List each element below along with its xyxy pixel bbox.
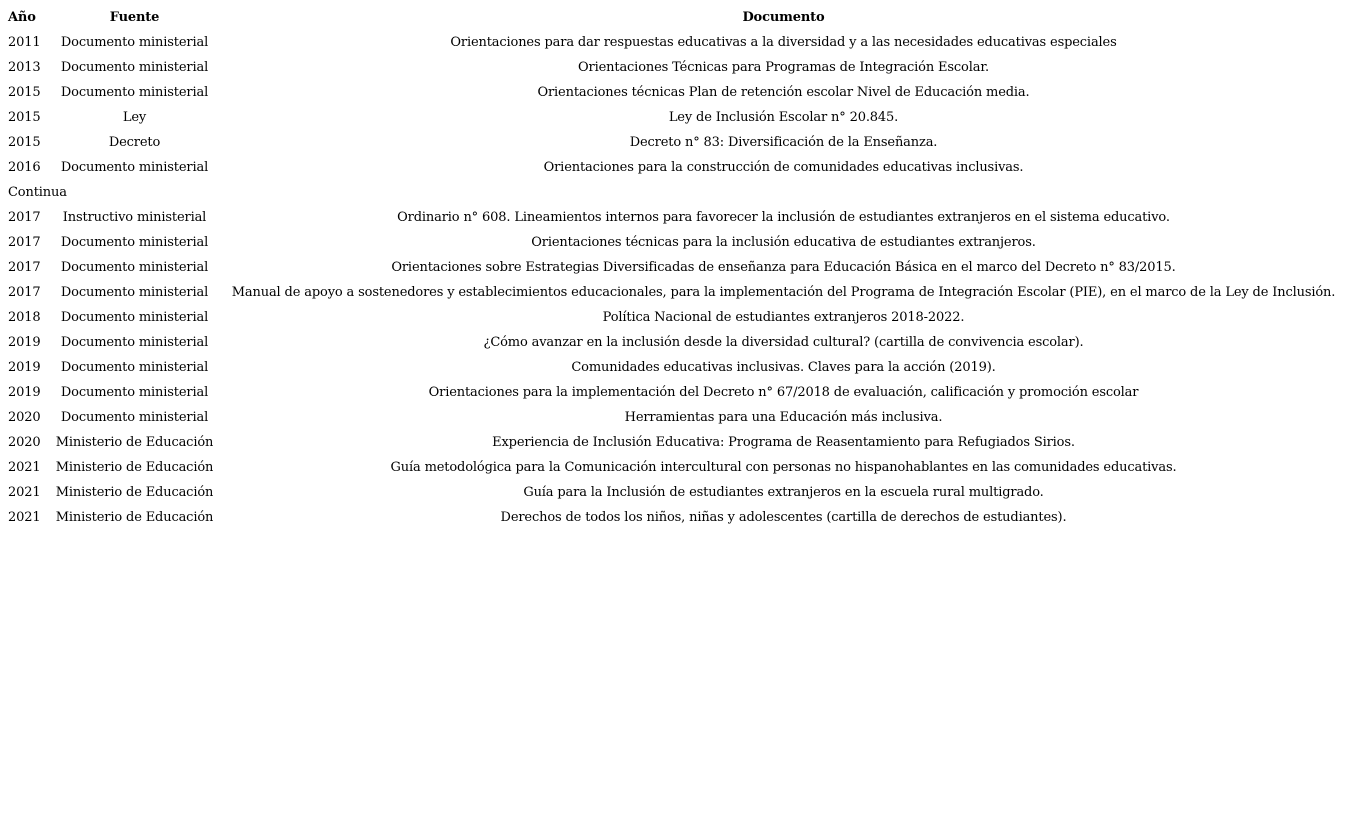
cell-year: 2019 [8, 360, 41, 375]
table-row [5, 55, 1348, 80]
cell-year: 2017 [8, 285, 41, 300]
cell-document: Decreto n° 83: Diversificación de la Enseñanza. [629, 135, 938, 150]
cell-document: Orientaciones para dar respuestas educativas a la diversidad y a las necesidades educativas especiales [450, 35, 1117, 50]
cell-document: Ordinario n° 608. Lineamientos internos para favorecer la inclusión de estudiantes extranjeros en el sistema educativo. [397, 210, 1170, 225]
header-source: Fuente [109, 10, 160, 25]
cell-source: Ministerio de Educación [55, 510, 214, 525]
table-body-a [5, 30, 1348, 180]
cell-document: Guía metodológica para la Comunicación intercultural con personas no hispanohablantes en las comunidades educativas. [390, 460, 1177, 475]
cell-document: Comunidades educativas inclusivas. Claves para la acción (2019). [571, 360, 996, 375]
table-row [5, 105, 1348, 130]
cell-source: Documento ministerial [60, 260, 209, 275]
cell-year: 2015 [8, 110, 41, 125]
cell-source: Documento ministerial [60, 335, 209, 350]
cell-document: Manual de apoyo a sostenedores y establecimientos educacionales, para la implementación del Programa de Integración Escolar (PIE), en el marco de la Ley de Inclusión. [231, 285, 1336, 300]
cell-source: Documento ministerial [60, 60, 209, 75]
cell-source: Documento ministerial [60, 85, 209, 100]
table-row [5, 380, 1348, 405]
cell-source: Documento ministerial [60, 160, 209, 175]
cell-year: 2017 [8, 210, 41, 225]
cell-year: 2021 [8, 460, 41, 475]
continuation-label: Continua [8, 185, 67, 200]
table-row [5, 80, 1348, 105]
cell-document: Herramientas para una Educación más inclusiva. [624, 410, 943, 425]
cell-year: 2020 [8, 435, 41, 450]
cell-document: Ley de Inclusión Escolar n° 20.845. [668, 110, 899, 125]
cell-year: 2016 [8, 160, 41, 175]
cell-source: Decreto [108, 135, 161, 150]
cell-source: Documento ministerial [60, 385, 209, 400]
cell-year: 2018 [8, 310, 41, 325]
cell-document: Orientaciones para la construcción de comunidades educativas inclusivas. [543, 160, 1024, 175]
table-row [5, 330, 1348, 355]
cell-source: Ley [122, 110, 147, 125]
cell-year: 2019 [8, 335, 41, 350]
cell-year: 2019 [8, 385, 41, 400]
cell-document: Derechos de todos los niños, niñas y adolescentes (cartilla de derechos de estudiantes). [500, 510, 1067, 525]
cell-document: Orientaciones sobre Estrategias Diversificadas de enseñanza para Educación Básica en el marco del Decreto n° 83/2015. [391, 260, 1176, 275]
table-row [5, 305, 1348, 330]
documents-table [5, 5, 1348, 530]
cell-document: ¿Cómo avanzar en la inclusión desde la diversidad cultural? (cartilla de convivencia escolar). [483, 335, 1084, 350]
cell-year: 2015 [8, 135, 41, 150]
cell-document: Orientaciones para la implementación del Decreto n° 67/2018 de evaluación, calificación y promoción escolar [428, 385, 1139, 400]
table-row [5, 205, 1348, 230]
cell-source: Documento ministerial [60, 310, 209, 325]
cell-document: Orientaciones Técnicas para Programas de Integración Escolar. [578, 60, 989, 75]
table-body-b [5, 205, 1348, 530]
cell-source: Ministerio de Educación [55, 460, 214, 475]
cell-year: 2017 [8, 260, 41, 275]
cell-source: Documento ministerial [60, 360, 209, 375]
table-row [5, 505, 1348, 530]
cell-source: Ministerio de Educación [55, 435, 214, 450]
cell-year: 2011 [8, 35, 41, 50]
header-year: Año [8, 10, 36, 25]
cell-source: Ministerio de Educación [55, 485, 214, 500]
cell-source: Documento ministerial [60, 285, 209, 300]
table-row [5, 155, 1348, 180]
table-row [5, 430, 1348, 455]
header-document: Documento [742, 10, 825, 25]
table-header-row [5, 5, 1348, 30]
cell-source: Documento ministerial [60, 35, 209, 50]
cell-document: Orientaciones técnicas Plan de retención escolar Nivel de Educación media. [537, 85, 1030, 100]
table-row [5, 405, 1348, 430]
cell-document: Política Nacional de estudiantes extranjeros 2018-2022. [602, 310, 965, 325]
cell-document: Guía para la Inclusión de estudiantes extranjeros en la escuela rural multigrado. [523, 485, 1044, 500]
cell-year: 2013 [8, 60, 41, 75]
cell-source: Documento ministerial [60, 235, 209, 250]
cell-document: Orientaciones técnicas para la inclusión educativa de estudiantes extranjeros. [531, 235, 1036, 250]
table-row [5, 230, 1348, 255]
cell-year: 2021 [8, 510, 41, 525]
continuation-row [5, 180, 1348, 205]
cell-year: 2015 [8, 85, 41, 100]
table-row [5, 30, 1348, 55]
continuation-section [5, 180, 1348, 205]
table-row [5, 130, 1348, 155]
table-row [5, 355, 1348, 380]
cell-year: 2017 [8, 235, 41, 250]
cell-year: 2021 [8, 485, 41, 500]
table-row [5, 455, 1348, 480]
cell-source: Documento ministerial [60, 410, 209, 425]
cell-document: Experiencia de Inclusión Educativa: Programa de Reasentamiento para Refugiados Sirios. [492, 435, 1075, 450]
cell-year: 2020 [8, 410, 41, 425]
table-row [5, 480, 1348, 505]
table-row [5, 255, 1348, 280]
table-row [5, 280, 1348, 305]
cell-source: Instructivo ministerial [62, 210, 207, 225]
